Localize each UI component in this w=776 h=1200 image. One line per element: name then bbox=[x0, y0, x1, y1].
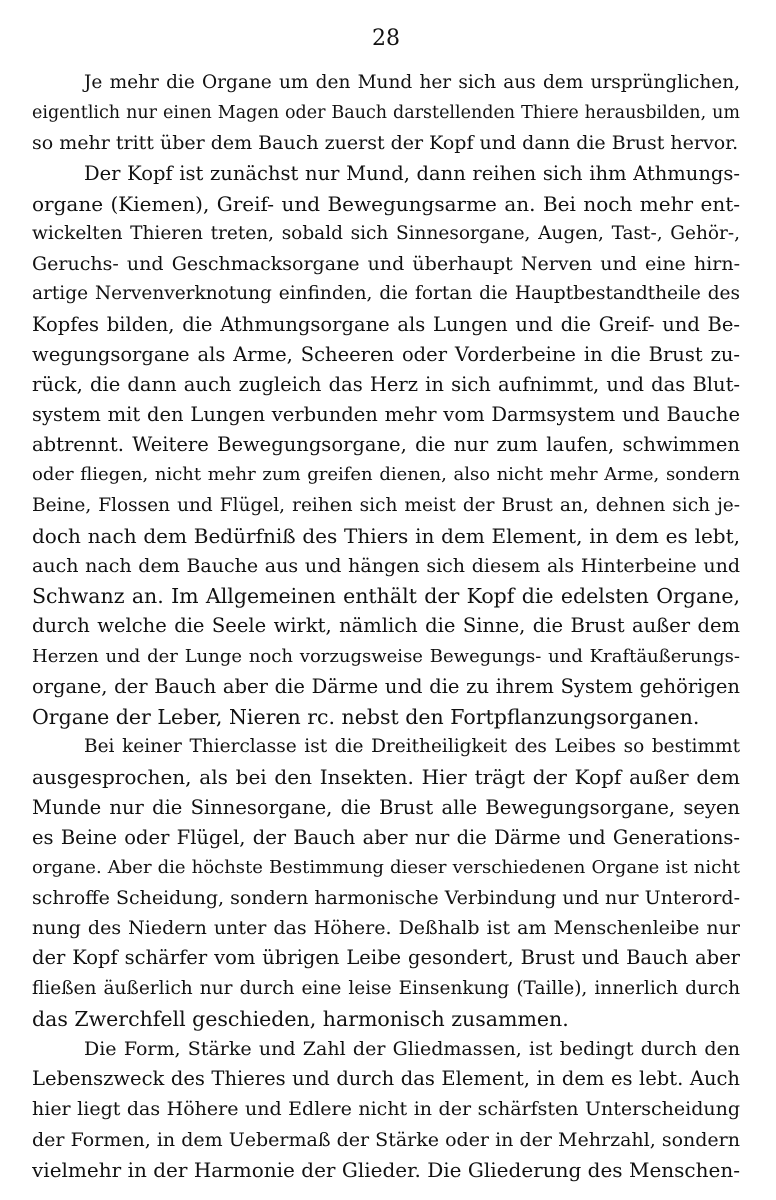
text-line: auch nach dem Bauche aus und hängen sich diesem als Hinterbeine und bbox=[32, 555, 740, 577]
text-line: Bei keiner Thierclasse ist die Dreitheiligkeit des Leibes so bestimmt bbox=[84, 736, 740, 758]
text-line: es Beine oder Flügel, der Bauch aber nur die Därme und Generations- bbox=[32, 825, 740, 849]
paragraph bbox=[32, 159, 740, 733]
text-line: das Zwerchfell geschieden, harmonisch zusammen. bbox=[32, 1006, 569, 1031]
text-line: nung des Niedern unter das Höhere. Deßhalb ist am Menschenleibe nur bbox=[32, 917, 740, 940]
text-line: Der Kopf ist zunächst nur Mund, dann reihen sich ihm Athmungs- bbox=[84, 161, 740, 185]
text-line: Die Form, Stärke und Zahl der Gliedmassen, ist bedingt durch den bbox=[84, 1038, 740, 1060]
text-line: so mehr tritt über dem Bauch zuerst der Kopf und dann die Brust hervor. bbox=[32, 132, 739, 155]
text-line: system mit den Lungen verbunden mehr vom Darmsystem und Bauche bbox=[32, 403, 740, 427]
text-line: schroffe Scheidung, sondern harmonische Verbindung und nur Unterord- bbox=[32, 887, 740, 910]
text-line: Je mehr die Organe um den Mund her sich aus dem ursprünglichen, bbox=[84, 72, 740, 93]
paragraph bbox=[32, 1034, 740, 1185]
paragraph bbox=[32, 68, 740, 159]
paragraph bbox=[32, 732, 740, 1034]
text-line: doch nach dem Bedürfniß des Thiers in dem Element, in dem es lebt, bbox=[32, 523, 740, 548]
text-line: artige Nervenverknotung einfinden, die fortan die Hauptbestandtheile des bbox=[32, 283, 740, 305]
text-line: durch welche die Seele wirkt, nämlich die Sinne, die Brust außer dem bbox=[32, 614, 740, 638]
text-line: Schwanz an. Im Allgemeinen enthält der Kopf die edelsten Organe, bbox=[32, 584, 740, 609]
text-line: Herzen und der Lunge noch vorzugsweise Bewegungs- und Kraftäußerungs- bbox=[32, 645, 740, 667]
text-line: abtrennt. Weitere Bewegungsorgane, die nur zum laufen, schwimmen bbox=[32, 433, 740, 457]
text-line: vielmehr in der Harmonie der Glieder. Die Gliederung des Menschen- bbox=[32, 1157, 740, 1182]
text-line: organe, der Bauch aber die Därme und die zu ihrem System gehörigen bbox=[32, 674, 740, 698]
text-line: organe (Kiemen), Greif- und Bewegungsarme an. Bei noch mehr ent- bbox=[32, 191, 740, 216]
text-line: Lebenszweck des Thieres und durch das Element, in dem es lebt. Auch bbox=[32, 1067, 740, 1091]
page-number: 28 bbox=[372, 26, 400, 51]
text-line: Kopfes bilden, die Athmungsorgane als Lungen und die Greif- und Be- bbox=[32, 312, 740, 336]
text-line: der Kopf schärfer vom übrigen Leibe gesondert, Brust und Bauch aber bbox=[32, 946, 740, 970]
text-body bbox=[32, 68, 740, 1185]
text-line: Geruchs- und Geschmacksorgane und überhaupt Nerven und eine hirn- bbox=[32, 253, 740, 276]
text-line: organe. Aber die höchste Bestimmung dieser verschiedenen Organe ist nicht bbox=[32, 856, 740, 878]
text-line: Beine, Flossen und Flügel, reihen sich meist der Brust an, dehnen sich je- bbox=[32, 494, 740, 516]
text-line: ausgesprochen, als bei den Insekten. Hier trägt der Kopf außer dem bbox=[32, 765, 740, 790]
text-line: Munde nur die Sinnesorgane, die Brust alle Bewegungsorgane, seyen bbox=[32, 795, 740, 819]
text-line: eigentlich nur einen Magen oder Bauch darstellenden Thiere herausbilden, um bbox=[32, 103, 740, 124]
text-line: der Formen, in dem Uebermaß der Stärke oder in der Mehrzahl, sondern bbox=[32, 1128, 740, 1151]
text-line: oder fliegen, nicht mehr zum greifen dienen, also nicht mehr Arme, sondern bbox=[32, 464, 740, 486]
text-line: rück, die dann auch zugleich das Herz in sich aufnimmt, und das Blut- bbox=[32, 372, 740, 396]
text-line: wickelten Thieren treten, sobald sich Sinnesorgane, Augen, Tast-, Gehör-, bbox=[32, 222, 740, 244]
text-line: Organe der Leber, Nieren rc. nebst den Fortpflanzungsorganen. bbox=[32, 704, 700, 729]
text-line: wegungsorgane als Arme, Scheeren oder Vorderbeine in die Brust zu- bbox=[32, 342, 740, 366]
text-line: fließen äußerlich nur durch eine leise Einsenkung (Taille), innerlich durch bbox=[32, 977, 740, 999]
text-line: hier liegt das Höhere und Edlere nicht in der schärfsten Unterscheidung bbox=[32, 1098, 740, 1121]
